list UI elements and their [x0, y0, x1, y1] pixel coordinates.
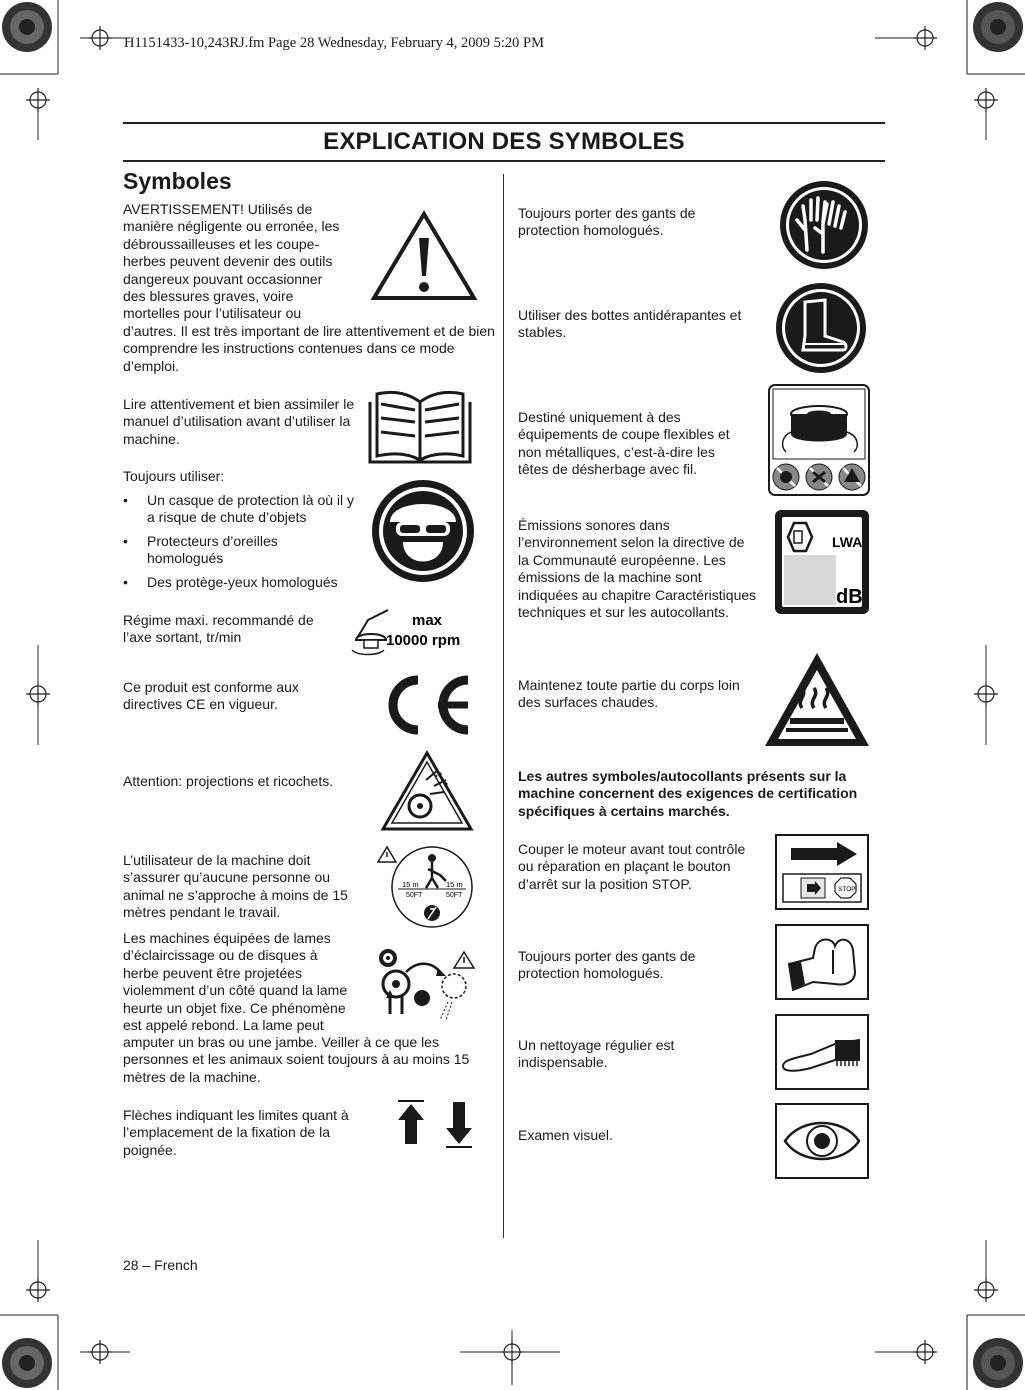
rebound-text-rest: amputer un bras ou une jambe. Veiller à ce que les personnes et les animaux soient toujours à au moins 15 mètres de la machine. [123, 1034, 470, 1085]
glove-icon [775, 924, 869, 1000]
inspection-text: Examen visuel. [518, 1127, 613, 1143]
safety-distance-icon [376, 845, 478, 929]
distance-m-label: 15 m [402, 880, 419, 889]
max-label: max [412, 612, 443, 629]
brush-icon [775, 1014, 869, 1090]
hot-surface-text: Maintenez toute partie du corps loin des surfaces chaudes. [518, 677, 740, 711]
trimmer-head-sticker-icon [768, 384, 870, 496]
hot-surface-icon [762, 650, 872, 750]
projections-text: Attention: projections et ricochets. [123, 773, 334, 789]
stop-label: STOP [838, 886, 856, 893]
column-divider [503, 174, 504, 1238]
cleaning-text: Un nettoyage régulier est indispensable. [518, 1037, 675, 1071]
list-item: • Un casque de protection là où il y a risque de chute d’objets [123, 492, 355, 527]
lwa-label: LWA [832, 534, 863, 550]
boots-text: Utiliser des bottes antidérapantes et stables. [518, 307, 742, 341]
boots-icon [775, 282, 867, 374]
db-label: dB [836, 586, 863, 608]
warning-text-narrow: AVERTISSEMENT! Utilisés de manière négligente ou erronée, les débroussailleuses et les coupe- herbes peuvent devenir des outils dangereux pouvant occasionner des blessures graves, voire mortelles pour l’utilisateur ou [123, 201, 340, 322]
page-title: EXPLICATION DES SYMBOLES [323, 128, 685, 155]
title-rule-bottom [123, 160, 885, 162]
other-symbols-heading: Les autres symboles/autocollants présents sur la machine concernent des exigences de certification spécifiques à certains marchés. [518, 768, 858, 819]
rpm-label: 10000 rpm [386, 632, 461, 649]
noise-emission-icon [774, 509, 870, 615]
distance-ft-label: 50FT [446, 892, 463, 899]
handle-limit-arrows-icon [394, 1098, 478, 1150]
arrows-text: Flèches indiquant les limites quant à l’emplacement de la fixation de la poignée. [123, 1107, 349, 1158]
section-subtitle: Symboles [123, 168, 232, 194]
spindle-speed-icon [348, 604, 478, 658]
stop-text: Couper le moteur avant tout contrôle ou réparation en plaçant le bouton d’arrêt sur la position STOP. [518, 841, 746, 892]
stop-engine-icon [775, 834, 869, 910]
protective-gear-icon [370, 478, 476, 584]
gloves-icon [779, 180, 869, 270]
rebound-text-narrow: Les machines équipées de lames d’éclaircissage ou de disques à herbe peuvent être projetées violemment d’un côté quand la lame heurte un objet fixe. Ce phénomène est appelé rebond. La lame peut [123, 930, 348, 1034]
manual-text: Lire attentivement et bien assimiler le manuel d’utilisation avant d’utiliser la machine. [123, 396, 355, 447]
eye-icon [775, 1103, 869, 1179]
list-item: • Des protège-yeux homologués [123, 574, 355, 591]
ce-text: Ce produit est conforme aux directives CE en vigueur. [123, 679, 299, 713]
distance-m-label: 15 m [446, 880, 463, 889]
distance-text: L’utilisateur de la machine doit s’assurer qu’aucune personne ou animal ne s’approche à moins de 15 mètres pendant le travail. [123, 852, 348, 921]
file-header: H1151433-10,243RJ.fm Page 28 Wednesday, February 4, 2009 5:20 PM [124, 35, 544, 51]
always-use-label: Toujours utiliser: [123, 468, 225, 484]
flexible-text: Destiné uniquement à des équipements de coupe flexibles et non métalliques, c’est-à-dire les têtes de désherbage avec fil. [518, 409, 730, 478]
title-rule-top [123, 122, 885, 124]
max-speed-text: Régime maxi. recommandé de l’axe sortant, tr/min [123, 612, 314, 646]
list-item: • Protecteurs d’oreilles homologués [123, 533, 355, 568]
manual-book-icon [365, 388, 475, 468]
distance-ft-label: 50FT [406, 892, 423, 899]
noise-text: Émissions sonores dans l’environnement selon la directive de la Communauté européenne. Les émissions de la machine sont indiquées au chapitre Caractéristiques techniques et sur les autocollants. [518, 517, 757, 621]
gloves-text: Toujours porter des gants de protection homologués. [518, 205, 696, 239]
protection-list [123, 492, 355, 597]
ce-mark-icon [376, 672, 476, 738]
page-footer: 28 – French [123, 1257, 198, 1273]
projection-warning-icon [380, 750, 474, 832]
gloves2-text: Toujours porter des gants de protection homologués. [518, 948, 696, 982]
warning-text-rest: d’autres. Il est très important de lire attentivement et de bien comprendre les instructions contenues dans ce mode d’emploi. [123, 323, 495, 374]
warning-triangle-icon [370, 210, 478, 302]
blade-rebound-icon [378, 946, 478, 1022]
